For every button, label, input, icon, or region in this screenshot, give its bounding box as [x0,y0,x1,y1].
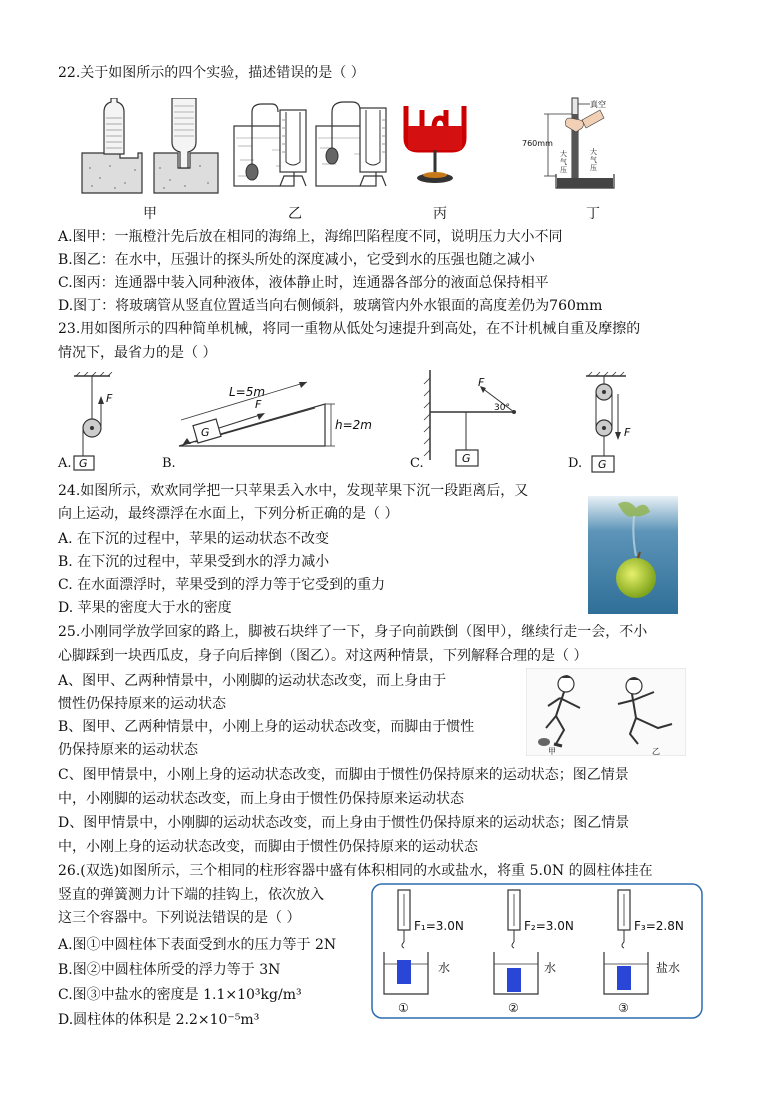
q22-option-a: A.图甲：一瓶橙汁先后放在相同的海绵上，海绵凹陷程度不同，说明压力大小不同 [58,229,563,245]
atm-label-left-3: 压 [560,166,567,174]
atm-label-right-2: 气 [590,156,597,164]
atm-label-right-3: 压 [590,164,597,172]
q22-option-c: C.图丙：连通器中装入同种液体，液体静止时，连通器各部分的液面总保持相平 [58,275,549,291]
q26-stem-line2: 竖直的弹簧测力计下端的挂钩上，依次放入 [58,887,324,903]
q22-figure-jia [80,98,220,198]
atm-label-left-2: 气 [560,158,567,166]
q24-option-c: C. 在水面漂浮时，苹果受到的浮力等于它受到的重力 [58,577,386,593]
q22-figure-bing [400,98,470,193]
weight-label-b: G [201,426,210,439]
q22-figure-ding [520,96,630,196]
q24-option-d: D. 苹果的密度大于水的密度 [58,600,232,616]
q25-stem-line2: 心脚踩到一块西瓜皮，身子向后摔倒（图乙）。对这两种情景，下列解释合理的是（ ） [58,648,588,664]
liquid-3: 盐水 [656,961,681,975]
q23-label-a: A. [58,456,72,471]
q23-figure-a [70,372,130,472]
q25-option-b-line2: 仍保持原来的运动状态 [58,742,198,758]
atm-label-left: 大 [560,150,567,158]
height-label: 760mm [522,139,553,148]
container-number-3: ③ [618,1001,629,1015]
reading-2: F₂=3.0N [524,919,574,933]
q25-fig-caption-yi: 乙 [652,747,660,756]
q26-option-c: C.图③中盐水的密度是 1.1×10³kg/m³ [58,987,302,1003]
q26-stem-line3: 这三个容器中。下列说法错误的是（ ） [58,910,301,926]
force-label-a: F [106,392,113,405]
force-label-b: F [255,398,262,411]
q25-fig-caption-jia: 甲 [548,747,556,756]
weight-label-d: G [598,458,607,471]
q25-option-a-line1: A、图甲、乙两种情景中，小刚脚的运动状态改变，而上身由于 [58,673,447,689]
q23-label-c: C. [410,456,424,471]
angle-label: 30° [494,403,510,413]
force-label-d: F [624,426,631,439]
length-label: L=5m [229,385,266,399]
q22-caption-yi: 乙 [288,206,302,222]
height-label-b: h=2m [335,418,372,432]
container-number-2: ② [508,1001,519,1015]
q25-option-c-line2: 中，小刚脚的运动状态改变，而上身由于惯性仍保持原来运动状态 [58,791,464,807]
q23-figure-c [420,370,530,470]
q26-stem-line1: 26.(双选)如图所示，三个相同的柱形容器中盛有体积相同的水或盐水，将重 5.0N 的圆柱体挂在 [58,863,653,879]
q22-stem: 22.关于如图所示的四个实验，描述错误的是（ ） [58,65,365,81]
q25-option-d-line2: 中，小刚上身的运动状态改变，而脚由于惯性仍保持原来的运动状态 [58,839,478,855]
reading-3: F₃=2.8N [634,919,684,933]
atm-label-right: 大 [590,148,597,156]
vacuum-label: 真空 [590,100,606,109]
q22-caption-bing: 丙 [433,206,447,222]
q23-label-b: B. [162,456,176,471]
force-label-c: F [478,376,485,389]
q23-figure-d [582,370,642,474]
q23-stem-line2: 情况下，最省力的是（ ） [58,345,217,361]
q25-figure-people [526,668,686,756]
q24-apple-photo [588,496,678,614]
q22-option-d: D.图丁：将玻璃管从竖直位置适当向右侧倾斜，玻璃管内外水银面的高度差仍为760mm [58,298,603,314]
q25-option-b-line1: B、图甲、乙两种情景中，小刚上身的运动状态改变，而脚由于惯性 [58,719,475,735]
q24-stem-line2: 向上运动，最终漂浮在水面上，下列分析正确的是（ ） [58,506,399,522]
q23-label-d: D. [568,456,583,471]
q26-figure-containers [370,882,704,1022]
q26-option-d: D.圆柱体的体积是 2.2×10⁻⁵m³ [58,1012,260,1028]
q25-option-c-line1: C、图甲情景中，小刚上身的运动状态改变，而脚由于惯性仍保持原来的运动状态；图乙情景 [58,767,629,783]
q22-option-b: B.图乙：在水中，压强计的探头所处的深度减小，它受到水的压强也随之减小 [58,252,535,268]
q25-option-d-line1: D、图甲情景中，小刚脚的运动状态改变，而上身由于惯性仍保持原来的运动状态；图乙情景 [58,815,630,831]
q26-option-a: A.图①中圆柱体下表面受到水的压力等于 2N [58,937,337,953]
q22-caption-ding: 丁 [586,206,600,222]
q24-stem-line1: 24.如图所示，欢欢同学把一只苹果丢入水中，发现苹果下沉一段距离后，又 [58,483,529,499]
liquid-2: 水 [544,961,557,975]
q22-figure-yi [232,98,392,193]
q25-stem-line1: 25.小刚同学放学回家的路上，脚被石块绊了一下，身子向前跌倒（图甲），继续行走一会，不小 [58,624,648,640]
weight-label-c: G [462,452,471,465]
liquid-1: 水 [438,961,451,975]
reading-1: F₁=3.0N [414,919,464,933]
q25-option-a-line2: 惯性仍保持原来的运动状态 [58,696,226,712]
q26-option-b: B.图②中圆柱体所受的浮力等于 3N [58,962,281,978]
weight-label-a: G [79,457,88,470]
q23-stem-line1: 23.用如图所示的四种简单机械，将同一重物从低处匀速提升到高处，在不计机械自重及摩擦的 [58,321,641,337]
container-number-1: ① [398,1001,409,1015]
q24-option-a: A. 在下沉的过程中，苹果的运动状态不改变 [58,531,330,547]
q24-option-b: B. 在下沉的过程中，苹果受到水的浮力减小 [58,554,330,570]
q23-figure-b [175,374,395,474]
q22-caption-jia: 甲 [143,206,157,222]
